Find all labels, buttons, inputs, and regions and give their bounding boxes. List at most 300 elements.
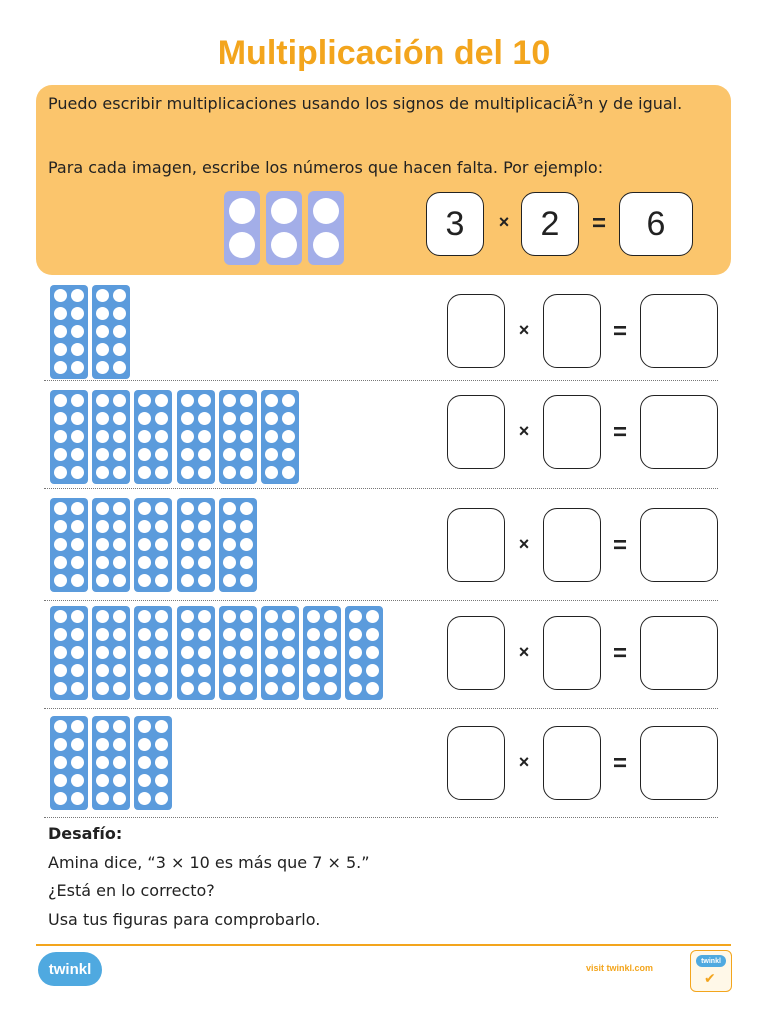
- ten-frame-dot: [282, 412, 295, 425]
- ten-frame-dot: [96, 325, 109, 338]
- ten-frame-dot: [155, 412, 168, 425]
- equals-sign: =: [612, 532, 627, 559]
- ten-frame-dot: [113, 343, 126, 356]
- ten-frame-dot: [113, 520, 126, 533]
- ten-frame-dot: [113, 792, 126, 805]
- ten-frame-dot: [223, 682, 236, 695]
- example-dot: [229, 198, 255, 224]
- challenge-line-2: ¿Está en lo correcto?: [48, 881, 215, 900]
- ten-frame-strip: [92, 606, 130, 700]
- ten-frame-dot: [181, 646, 194, 659]
- ten-frame-dot: [113, 307, 126, 320]
- ten-frame-dot: [138, 682, 151, 695]
- ten-frame-dot: [155, 720, 168, 733]
- ten-frame-dot: [198, 394, 211, 407]
- ten-frame-dot: [113, 430, 126, 443]
- ten-frame-dot: [155, 574, 168, 587]
- ten-frame-dot: [155, 556, 168, 569]
- ten-frame-dot: [96, 394, 109, 407]
- ten-frame-dot: [349, 610, 362, 623]
- ten-frame-dot: [96, 720, 109, 733]
- ten-frame-dot: [223, 520, 236, 533]
- ten-frame-dot: [155, 466, 168, 479]
- ten-frame-strip: [50, 606, 88, 700]
- ten-frame-strip: [92, 716, 130, 810]
- ten-frame-dot: [155, 738, 168, 751]
- ten-frame-dot: [113, 502, 126, 515]
- ten-frame-dot: [113, 774, 126, 787]
- example-dot: [271, 198, 297, 224]
- ten-frame-dot: [155, 682, 168, 695]
- ten-frame-dot: [198, 448, 211, 461]
- equals-sign: =: [612, 750, 627, 777]
- ten-frame-dot: [265, 664, 278, 677]
- ten-frame-dot: [198, 466, 211, 479]
- ten-frame-dot: [265, 412, 278, 425]
- ten-frame-dot: [138, 538, 151, 551]
- ten-frame-dot: [54, 502, 67, 515]
- ten-frame-dot: [96, 307, 109, 320]
- row-divider: [44, 600, 718, 601]
- ten-frame-dot: [96, 448, 109, 461]
- ten-frame-dot: [265, 646, 278, 659]
- ten-frame-dot: [240, 412, 253, 425]
- ten-frame-dot: [54, 361, 67, 374]
- ten-frame-dot: [113, 664, 126, 677]
- ten-frame-strip: [92, 285, 130, 379]
- ten-frame-dot: [198, 556, 211, 569]
- ten-frame-dot: [324, 628, 337, 641]
- ten-frame-dot: [198, 610, 211, 623]
- ten-frame-dot: [54, 646, 67, 659]
- ten-frame-strip: [50, 498, 88, 592]
- ten-frame-dot: [54, 664, 67, 677]
- ten-frame-dot: [54, 738, 67, 751]
- ten-frame-dot: [198, 574, 211, 587]
- ten-frame-dot: [282, 682, 295, 695]
- ten-frame-dot: [155, 520, 168, 533]
- ten-frame-dot: [54, 792, 67, 805]
- ten-frame-dot: [138, 520, 151, 533]
- ten-frame-dot: [138, 756, 151, 769]
- factor-a-answer-box[interactable]: [447, 294, 505, 368]
- ten-frame-dot: [223, 664, 236, 677]
- ten-frame-dot: [282, 394, 295, 407]
- ten-frame-dot: [138, 448, 151, 461]
- ten-frame-dot: [265, 628, 278, 641]
- ten-frame-dot: [71, 343, 84, 356]
- ten-frame-dot: [307, 682, 320, 695]
- ten-frame-dot: [138, 664, 151, 677]
- ten-frame-dot: [138, 792, 151, 805]
- ten-frame-strip: [219, 498, 257, 592]
- badge-label: twinkl: [696, 955, 726, 967]
- ten-frame-dot: [71, 682, 84, 695]
- factor-b-answer-box[interactable]: [543, 726, 601, 800]
- result-answer-box[interactable]: [640, 508, 718, 582]
- twinkl-logo[interactable]: twinkl: [38, 952, 102, 986]
- ten-frame-strip: [50, 285, 88, 379]
- ten-frame-dot: [54, 610, 67, 623]
- ten-frame-dot: [113, 682, 126, 695]
- ten-frame-dot: [181, 664, 194, 677]
- ten-frame-dot: [96, 682, 109, 695]
- example-dot: [313, 232, 339, 258]
- ten-frame-dot: [71, 556, 84, 569]
- ten-frame-dot: [54, 628, 67, 641]
- ten-frame-dot: [282, 610, 295, 623]
- ten-frame-dot: [155, 774, 168, 787]
- ten-frame-dot: [265, 430, 278, 443]
- ten-frame-dot: [155, 792, 168, 805]
- ten-frame-dot: [54, 756, 67, 769]
- result-answer-box[interactable]: [640, 616, 718, 690]
- ten-frame-strip: [261, 390, 299, 484]
- factor-b-answer-box[interactable]: [543, 395, 601, 469]
- ten-frame-dot: [366, 664, 379, 677]
- ten-frame-dot: [138, 628, 151, 641]
- ten-frame-strip: [50, 716, 88, 810]
- ten-frame-dot: [223, 610, 236, 623]
- ten-frame-dot: [113, 646, 126, 659]
- example-result-box: 6: [619, 192, 693, 256]
- ten-frame-strip: [345, 606, 383, 700]
- ten-frame-dot: [96, 502, 109, 515]
- ten-frame-dot: [54, 289, 67, 302]
- ten-frame-dot: [155, 502, 168, 515]
- equals-sign: =: [612, 419, 627, 446]
- ten-frame-dot: [71, 289, 84, 302]
- ten-frame-dot: [96, 738, 109, 751]
- ten-frame-dot: [265, 610, 278, 623]
- ten-frame-dot: [71, 394, 84, 407]
- intro-text-2: Para cada imagen, escribe los números que hacen falta. Por ejemplo:: [48, 158, 604, 177]
- ten-frame-dot: [71, 720, 84, 733]
- ten-frame-dot: [366, 646, 379, 659]
- ten-frame-dot: [181, 448, 194, 461]
- ten-frame-dot: [155, 538, 168, 551]
- factor-a-answer-box[interactable]: [447, 395, 505, 469]
- intro-text-1: Puedo escribir multiplicaciones usando los signos de multiplicaciÃ³n y de igual.: [48, 94, 683, 113]
- visit-link[interactable]: visit twinkl.com: [586, 963, 654, 973]
- ten-frame-dot: [349, 628, 362, 641]
- ten-frame-dot: [240, 520, 253, 533]
- ten-frame-dot: [54, 538, 67, 551]
- ten-frame-dot: [96, 610, 109, 623]
- factor-b-answer-box[interactable]: [543, 616, 601, 690]
- ten-frame-dot: [54, 394, 67, 407]
- ten-frame-dot: [71, 361, 84, 374]
- ten-frame-dot: [71, 574, 84, 587]
- ten-frame-dot: [366, 610, 379, 623]
- ten-frame-dot: [96, 774, 109, 787]
- example-dot-strip: [224, 191, 260, 265]
- result-answer-box[interactable]: [640, 395, 718, 469]
- ten-frame-dot: [113, 574, 126, 587]
- ten-frame-dot: [223, 466, 236, 479]
- challenge-line-1: Amina dice, “3 × 10 es más que 7 × 5.”: [48, 853, 370, 872]
- ten-frame-dot: [240, 430, 253, 443]
- ten-frame-dot: [96, 628, 109, 641]
- example-dot: [271, 232, 297, 258]
- times-sign: ×: [518, 534, 530, 554]
- ten-frame-dot: [113, 738, 126, 751]
- ten-frame-dot: [181, 610, 194, 623]
- ten-frame-strip: [92, 498, 130, 592]
- ten-frame-dot: [181, 556, 194, 569]
- ten-frame-strip: [219, 390, 257, 484]
- ten-frame-dot: [138, 738, 151, 751]
- ten-frame-dot: [71, 430, 84, 443]
- ten-frame-dot: [181, 682, 194, 695]
- ten-frame-dot: [240, 394, 253, 407]
- ten-frame-dot: [181, 538, 194, 551]
- factor-b-answer-box[interactable]: [543, 508, 601, 582]
- ten-frame-dot: [71, 628, 84, 641]
- times-sign: ×: [518, 320, 530, 340]
- ten-frame-strip: [177, 498, 215, 592]
- ten-frame-dot: [324, 664, 337, 677]
- example-dot: [313, 198, 339, 224]
- ten-frame-dot: [138, 394, 151, 407]
- factor-a-answer-box[interactable]: [447, 616, 505, 690]
- ten-frame-dot: [155, 664, 168, 677]
- example-dot-strip: [266, 191, 302, 265]
- ten-frame-dot: [138, 646, 151, 659]
- ten-frame-dot: [138, 610, 151, 623]
- ten-frame-strip: [134, 716, 172, 810]
- times-sign: ×: [518, 421, 530, 441]
- ten-frame-dot: [54, 774, 67, 787]
- example-dot: [229, 232, 255, 258]
- ten-frame-dot: [307, 610, 320, 623]
- ten-frame-dot: [54, 682, 67, 695]
- ten-frame-dot: [71, 412, 84, 425]
- ten-frame-dot: [138, 430, 151, 443]
- ten-frame-dot: [138, 774, 151, 787]
- ten-frame-dot: [138, 720, 151, 733]
- ten-frame-dot: [240, 574, 253, 587]
- ten-frame-dot: [240, 610, 253, 623]
- ten-frame-dot: [71, 325, 84, 338]
- ten-frame-dot: [113, 628, 126, 641]
- ten-frame-dot: [282, 628, 295, 641]
- ten-frame-dot: [113, 394, 126, 407]
- challenge-line-3: Usa tus figuras para comprobarlo.: [48, 910, 321, 929]
- factor-a-answer-box[interactable]: [447, 508, 505, 582]
- ten-frame-dot: [96, 664, 109, 677]
- row-divider: [44, 708, 718, 709]
- ten-frame-dot: [71, 774, 84, 787]
- ten-frame-strip: [134, 606, 172, 700]
- ten-frame-dot: [181, 466, 194, 479]
- ten-frame-dot: [113, 720, 126, 733]
- ten-frame-dot: [223, 502, 236, 515]
- ten-frame-dot: [113, 361, 126, 374]
- ten-frame-dot: [282, 664, 295, 677]
- ten-frame-dot: [113, 610, 126, 623]
- ten-frame-dot: [96, 646, 109, 659]
- ten-frame-dot: [71, 664, 84, 677]
- challenge-heading: Desafío:: [48, 824, 123, 843]
- ten-frame-dot: [71, 307, 84, 320]
- ten-frame-dot: [198, 538, 211, 551]
- ten-frame-strip: [177, 390, 215, 484]
- ten-frame-dot: [54, 307, 67, 320]
- ten-frame-dot: [307, 664, 320, 677]
- ten-frame-strip: [219, 606, 257, 700]
- ten-frame-dot: [113, 538, 126, 551]
- checkmark-icon: ✔: [704, 971, 716, 987]
- ten-frame-dot: [282, 430, 295, 443]
- ten-frame-dot: [138, 574, 151, 587]
- ten-frame-dot: [223, 412, 236, 425]
- ten-frame-dot: [155, 646, 168, 659]
- ten-frame-dot: [96, 343, 109, 356]
- ten-frame-dot: [223, 646, 236, 659]
- times-sign: ×: [518, 642, 530, 662]
- ten-frame-dot: [138, 502, 151, 515]
- ten-frame-strip: [134, 498, 172, 592]
- ten-frame-dot: [96, 412, 109, 425]
- ten-frame-strip: [92, 390, 130, 484]
- ten-frame-dot: [324, 646, 337, 659]
- row-divider: [44, 817, 718, 818]
- ten-frame-dot: [113, 466, 126, 479]
- ten-frame-dot: [265, 466, 278, 479]
- ten-frame-dot: [71, 738, 84, 751]
- ten-frame-dot: [71, 448, 84, 461]
- factor-b-answer-box[interactable]: [543, 294, 601, 368]
- ten-frame-dot: [265, 448, 278, 461]
- ten-frame-dot: [349, 646, 362, 659]
- example-equals-sign: =: [591, 210, 606, 237]
- row-divider: [44, 380, 718, 381]
- ten-frame-dot: [96, 289, 109, 302]
- ten-frame-dot: [71, 646, 84, 659]
- footer-divider: [36, 944, 731, 946]
- ten-frame-dot: [265, 682, 278, 695]
- ten-frame-dot: [54, 448, 67, 461]
- ten-frame-dot: [240, 682, 253, 695]
- ten-frame-dot: [223, 430, 236, 443]
- ten-frame-dot: [54, 343, 67, 356]
- ten-frame-dot: [155, 610, 168, 623]
- ten-frame-dot: [96, 556, 109, 569]
- ten-frame-dot: [54, 574, 67, 587]
- ten-frame-dot: [181, 430, 194, 443]
- ten-frame-dot: [113, 289, 126, 302]
- ten-frame-dot: [181, 628, 194, 641]
- ten-frame-dot: [198, 412, 211, 425]
- ten-frame-dot: [96, 792, 109, 805]
- ten-frame-dot: [181, 394, 194, 407]
- ten-frame-dot: [71, 502, 84, 515]
- ten-frame-dot: [198, 664, 211, 677]
- ten-frame-dot: [71, 538, 84, 551]
- ten-frame-dot: [366, 682, 379, 695]
- ten-frame-dot: [96, 361, 109, 374]
- ten-frame-dot: [282, 448, 295, 461]
- ten-frame-dot: [54, 520, 67, 533]
- ten-frame-dot: [223, 628, 236, 641]
- ten-frame-dot: [96, 574, 109, 587]
- ten-frame-dot: [155, 430, 168, 443]
- equals-sign: =: [612, 640, 627, 667]
- ten-frame-dot: [113, 448, 126, 461]
- result-answer-box[interactable]: [640, 726, 718, 800]
- ten-frame-strip: [134, 390, 172, 484]
- ten-frame-dot: [138, 466, 151, 479]
- quality-badge: [690, 950, 732, 992]
- ten-frame-dot: [282, 466, 295, 479]
- ten-frame-dot: [282, 646, 295, 659]
- ten-frame-dot: [113, 325, 126, 338]
- ten-frame-strip: [261, 606, 299, 700]
- ten-frame-dot: [71, 756, 84, 769]
- ten-frame-dot: [54, 466, 67, 479]
- ten-frame-dot: [240, 628, 253, 641]
- ten-frame-dot: [113, 756, 126, 769]
- ten-frame-dot: [307, 628, 320, 641]
- ten-frame-dot: [198, 646, 211, 659]
- ten-frame-dot: [181, 502, 194, 515]
- ten-frame-dot: [71, 792, 84, 805]
- ten-frame-dot: [223, 538, 236, 551]
- example-factor-a-box: 3: [426, 192, 484, 256]
- ten-frame-dot: [223, 556, 236, 569]
- ten-frame-dot: [223, 394, 236, 407]
- ten-frame-dot: [155, 756, 168, 769]
- ten-frame-dot: [349, 682, 362, 695]
- ten-frame-dot: [223, 574, 236, 587]
- row-divider: [44, 488, 718, 489]
- ten-frame-strip: [50, 390, 88, 484]
- ten-frame-dot: [54, 720, 67, 733]
- ten-frame-dot: [71, 466, 84, 479]
- ten-frame-dot: [240, 664, 253, 677]
- ten-frame-dot: [240, 448, 253, 461]
- ten-frame-dot: [54, 325, 67, 338]
- result-answer-box[interactable]: [640, 294, 718, 368]
- factor-a-answer-box[interactable]: [447, 726, 505, 800]
- ten-frame-dot: [181, 574, 194, 587]
- ten-frame-dot: [155, 628, 168, 641]
- ten-frame-dot: [96, 520, 109, 533]
- example-dot-strip: [308, 191, 344, 265]
- ten-frame-dot: [96, 430, 109, 443]
- example-times-sign: ×: [498, 212, 510, 232]
- ten-frame-dot: [155, 448, 168, 461]
- ten-frame-dot: [349, 664, 362, 677]
- ten-frame-dot: [240, 538, 253, 551]
- ten-frame-dot: [155, 394, 168, 407]
- ten-frame-dot: [307, 646, 320, 659]
- ten-frame-dot: [198, 502, 211, 515]
- ten-frame-dot: [96, 756, 109, 769]
- ten-frame-dot: [181, 520, 194, 533]
- equals-sign: =: [612, 318, 627, 345]
- ten-frame-dot: [96, 538, 109, 551]
- ten-frame-dot: [138, 556, 151, 569]
- ten-frame-dot: [138, 412, 151, 425]
- ten-frame-dot: [198, 628, 211, 641]
- ten-frame-dot: [71, 520, 84, 533]
- ten-frame-dot: [54, 412, 67, 425]
- ten-frame-dot: [198, 430, 211, 443]
- ten-frame-dot: [265, 394, 278, 407]
- ten-frame-dot: [240, 556, 253, 569]
